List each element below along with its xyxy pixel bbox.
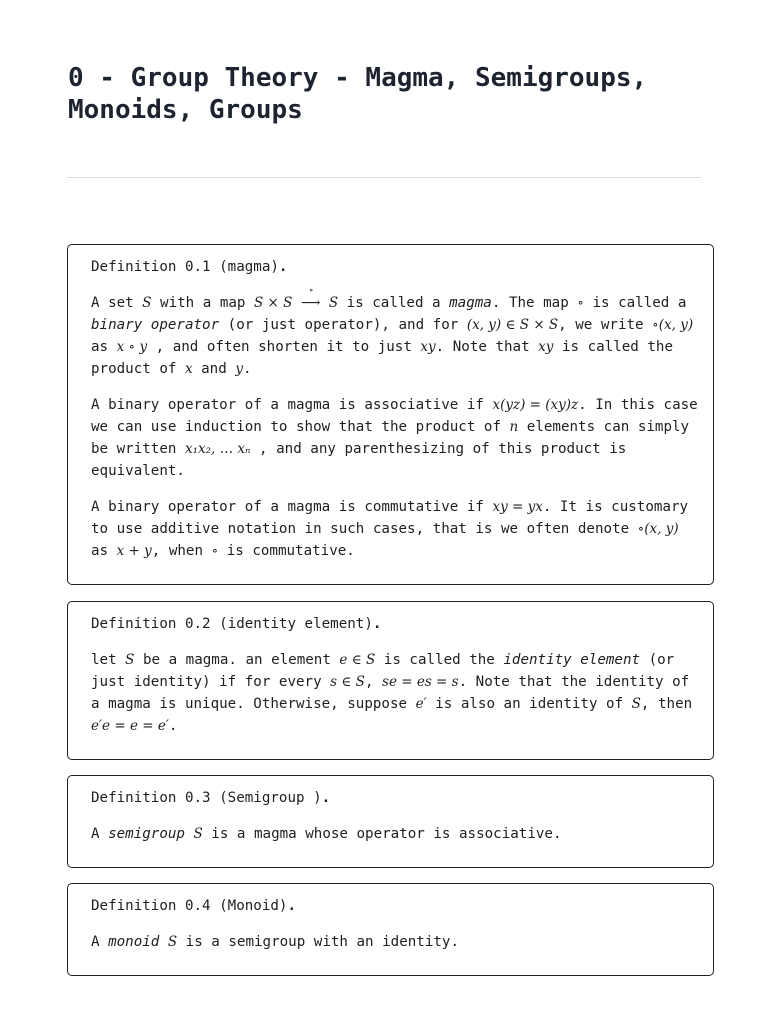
definition-heading: Definition 0.1 (magma). xyxy=(91,259,288,275)
definition-paragraph: let S be a magma. an element e ∈ S is called the identity element (or just identity) if for every s ∈ S, se = es = s. Note that the identity of a magma is unique. Otherwise, suppose e′ is also an identity of S, then e′e = e = e′. xyxy=(91,652,693,734)
definition-heading: Definition 0.2 (identity element). xyxy=(91,616,382,632)
title-divider xyxy=(67,177,701,178)
definition-card-identity xyxy=(67,601,714,760)
definition-card-semigroup xyxy=(67,775,714,868)
definition-heading: Definition 0.4 (Monoid). xyxy=(91,898,297,914)
definition-paragraph: A set S with a map S × S ∘ ⟶ S is called a magma. The map ∘ is called a binary operator (or just operator), and for (x, y) ∈ S × S, we write ∘(x, y) as x ∘ y , and often shorten it to just xy. Note that xy is called the product of x and y. xyxy=(91,286,694,377)
definition-card-magma xyxy=(67,244,714,585)
definition-card-monoid xyxy=(67,883,714,976)
definition-paragraph: A binary operator of a magma is associative if x(yz) = (xy)z. In this case we can use induction to show that the product of n elements can simply be written x₁x₂, … xₙ , and any parenthesizing of this product is equivalent. xyxy=(91,397,698,479)
definition-paragraph: A binary operator of a magma is commutative if xy = yx. It is customary to use additive notation in such cases, that is we often denote ∘(x, y) as x + y, when ∘ is commutative. xyxy=(91,499,689,559)
page-title: 0 - Group Theory - Magma, Semigroups, Monoids, Groups xyxy=(68,63,648,125)
map-arrow: ∘ ⟶ xyxy=(300,286,321,311)
definition-heading: Definition 0.3 (Semigroup ). xyxy=(91,790,331,806)
definition-paragraph: A semigroup S is a magma whose operator is associative. xyxy=(91,826,562,842)
definition-paragraph: A monoid S is a semigroup with an identity. xyxy=(91,934,460,950)
